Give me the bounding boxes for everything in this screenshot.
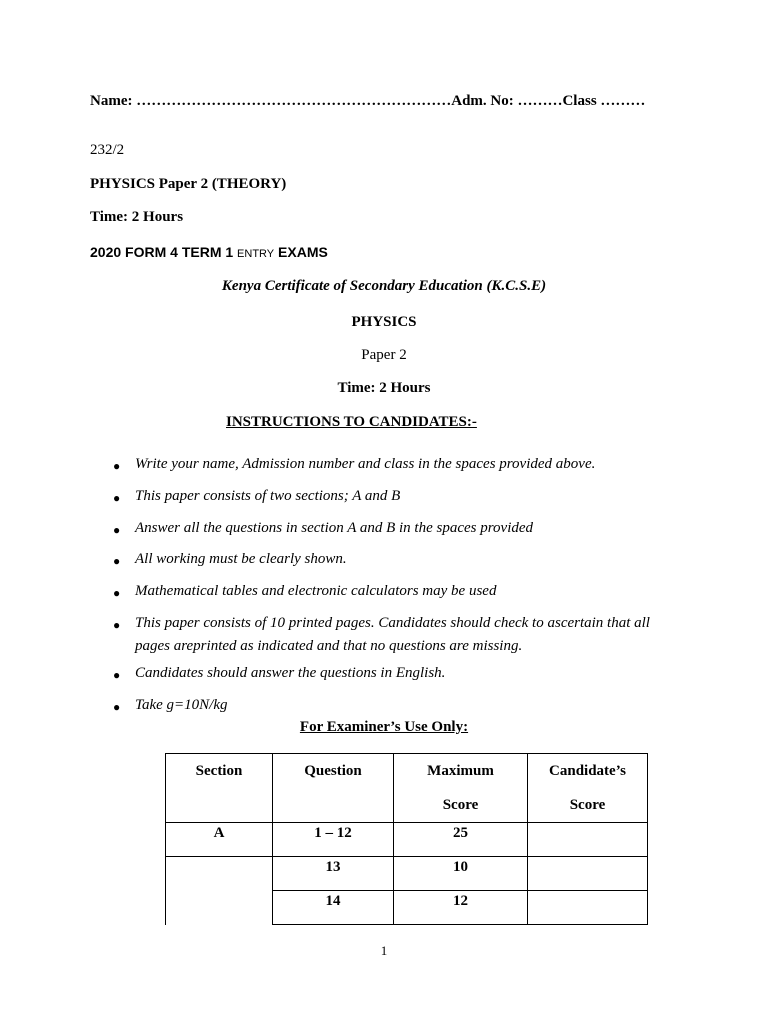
bullet-icon: ● [113,491,121,505]
header-candidate-score: Candidate’s Score [528,754,648,823]
instruction-item: Answer all the questions in section A and B in the spaces provided [135,520,534,536]
cell-question: 14 [273,891,394,925]
bullet-icon: ● [113,523,121,537]
header-question: Question [273,754,394,823]
time-allowed: Time: 2 Hours [90,209,184,225]
table-header-row [166,754,648,823]
exam-word: EXAMS [278,244,328,260]
bullet-icon: ● [113,554,121,568]
instruction-item: This paper consists of two sections; A and B [135,488,401,504]
cell-score [528,823,648,857]
page-number: 1 [380,943,388,958]
bullet-icon: ● [113,459,121,473]
cell-max: 10 [394,857,528,891]
instruction-item: Take g=10N/kg [135,697,228,713]
cell-max: 12 [394,891,528,925]
cell-section [166,857,273,925]
name-adm-class-line: Name: ………………………………………………………Adm. No: ………Class ……… [90,93,646,109]
paper-title: PHYSICS Paper 2 (THEORY) [90,176,287,192]
instruction-item: Mathematical tables and electronic calculators may be used [135,583,497,599]
bullet-icon: ● [113,668,121,682]
examiner-heading: For Examiner’s Use Only: [299,719,469,735]
examiner-score-table [165,753,648,925]
bullet-icon: ● [113,618,121,632]
instructions-heading: INSTRUCTIONS TO CANDIDATES:- [226,414,477,430]
subject-title: PHYSICS [351,314,417,330]
cell-max: 25 [394,823,528,857]
instruction-item: All working must be clearly shown. [135,551,347,567]
paper-number: Paper 2 [361,347,407,363]
instruction-item: This paper consists of 10 printed pages. Candidates should check to ascertain that all [135,615,650,631]
certificate-title: Kenya Certificate of Secondary Education (K.C.S.E) [221,278,547,294]
instruction-item: Candidates should answer the questions in English. [135,665,446,681]
instruction-item: Write your name, Admission number and class in the spaces provided above. [135,456,596,472]
cell-question: 13 [273,857,394,891]
header-section: Section [166,754,273,823]
exam-entry: ENTRY [237,248,275,260]
bullet-icon: ● [113,586,121,600]
cell-question: 1 – 12 [273,823,394,857]
time-allowed-centered: Time: 2 Hours [337,380,431,396]
table-row [166,823,648,857]
instruction-item-continued: pages areprinted as indicated and that no questions are missing. [135,638,523,654]
exam-year-term: 2020 FORM 4 TERM 1 [90,244,234,260]
table-row [166,857,648,891]
header-maximum-score: Maximum Score [394,754,528,823]
exam-name [90,244,328,260]
cell-score [528,891,648,925]
cell-section: A [166,823,273,857]
paper-code: 232/2 [90,142,125,158]
cell-score [528,857,648,891]
bullet-icon: ● [113,700,121,714]
